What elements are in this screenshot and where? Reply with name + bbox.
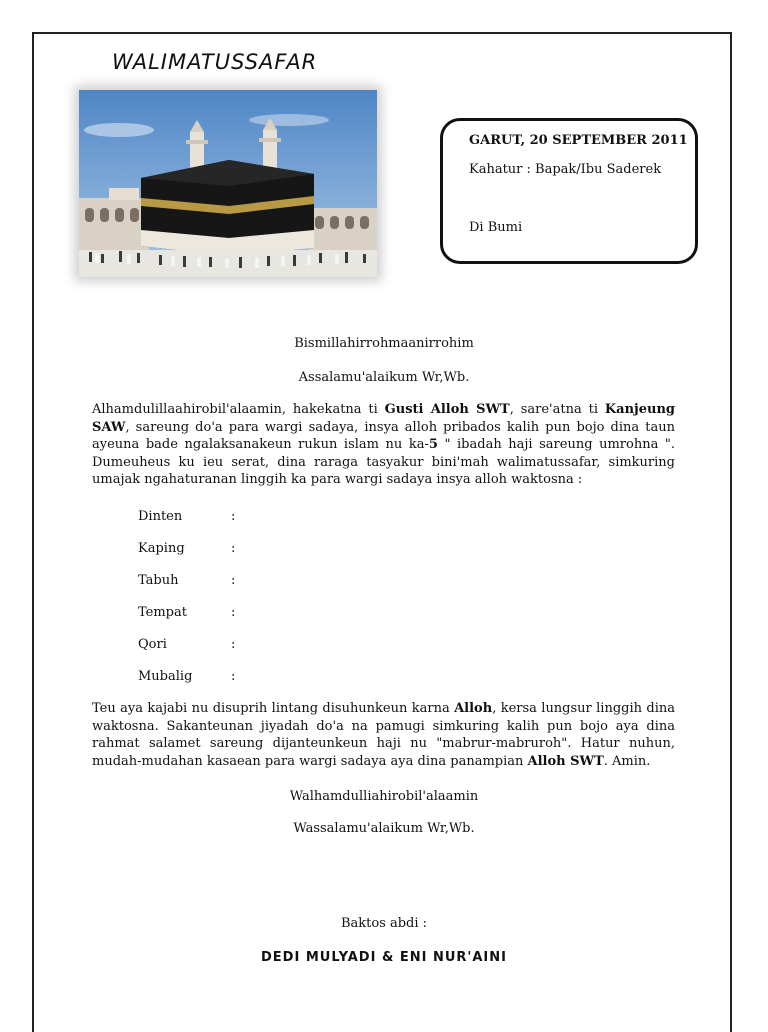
detail-label: Qori <box>138 637 167 652</box>
detail-separator: : <box>231 573 236 588</box>
detail-label: Tabuh <box>138 573 179 588</box>
closing-bold-1: Alloh <box>454 701 493 716</box>
detail-separator: : <box>231 509 236 524</box>
intro-text-2: , sare'atna ti <box>509 402 605 417</box>
intro-bold-2: Kanjeung SAW <box>92 402 675 435</box>
intro-paragraph <box>92 401 675 489</box>
detail-separator: : <box>231 541 236 556</box>
detail-label: Kaping <box>138 541 185 556</box>
closing-salam: Wassalamu'alaikum Wr,Wb. <box>293 821 475 836</box>
detail-row-mubalig <box>138 669 235 684</box>
signature-names: DEDI MULYADI & ENI NUR'AINI <box>261 950 507 965</box>
closing-text-3: . Amin. <box>603 753 651 769</box>
detail-label: Dinten <box>138 509 183 524</box>
detail-separator: : <box>231 605 236 620</box>
closing-paragraph <box>92 700 675 770</box>
closing-text-1: Teu aya kajabi nu disuprih lintang disuhunkeun karna <box>92 701 455 716</box>
intro-bold-1: Gusti Alloh SWT <box>384 402 510 417</box>
detail-row-kaping <box>138 541 235 556</box>
closing-bold-2: Alloh SWT <box>527 753 604 769</box>
hamdalah: Walhamdulliahirobil'alaamin <box>289 789 479 804</box>
letter-date: GARUT, 20 SEPTEMBER 2011 <box>469 133 688 148</box>
invitation-title: WALIMATUSSAFAR <box>112 50 318 74</box>
detail-row-dinten <box>138 509 235 524</box>
location-line: Di Bumi <box>469 220 523 235</box>
detail-label: Tempat <box>138 605 187 620</box>
kaaba-photo <box>79 90 377 277</box>
intro-text-1: Alhamdulillaahirobil'alaamin, hakekatna ti <box>92 402 385 417</box>
intro-bold-3: 5 <box>428 437 438 452</box>
signature-label: Baktos abdi : <box>340 916 428 931</box>
basmalah: Bismillahirrohmaanirrohim <box>294 336 474 351</box>
address-box <box>440 118 698 264</box>
closing-text-2: , kersa lungsur linggih dina waktosna. Sakanteunan jiyadah do'a na pamugi simkuring kalih pun bojo aya dina rahmat salamet sareung dijanteunkeun haji nu "mabrur-mabruroh". Hatur nuhun, mudah-mudahan kasaean para wargi sadaya aya dina panampian <box>92 701 675 769</box>
detail-row-qori <box>138 637 235 652</box>
intro-text-3: , sareung do'a para wargi sadaya, insya alloh pribados kalih pun bojo dina taun ayeuna bade ngalaksanakeun rukun islam nu ka- <box>92 419 675 452</box>
addressee-line: Kahatur : Bapak/Ibu Saderek <box>469 162 662 177</box>
detail-row-tempat <box>138 605 235 620</box>
detail-row-tabuh <box>138 573 235 588</box>
opening-salam: Assalamu'alaikum Wr,Wb. <box>298 370 470 385</box>
detail-separator: : <box>231 669 236 684</box>
intro-text-4: " ibadah haji sareung umrohna ". Dumeuheus ku ieu serat, dina raraga tasyakur bini'mah walimatussafar, simkuring umajak ngahaturanan linggih ka para wargi sadaya insya alloh waktosna : <box>92 437 675 487</box>
detail-separator: : <box>231 637 236 652</box>
detail-label: Mubalig <box>138 669 193 684</box>
